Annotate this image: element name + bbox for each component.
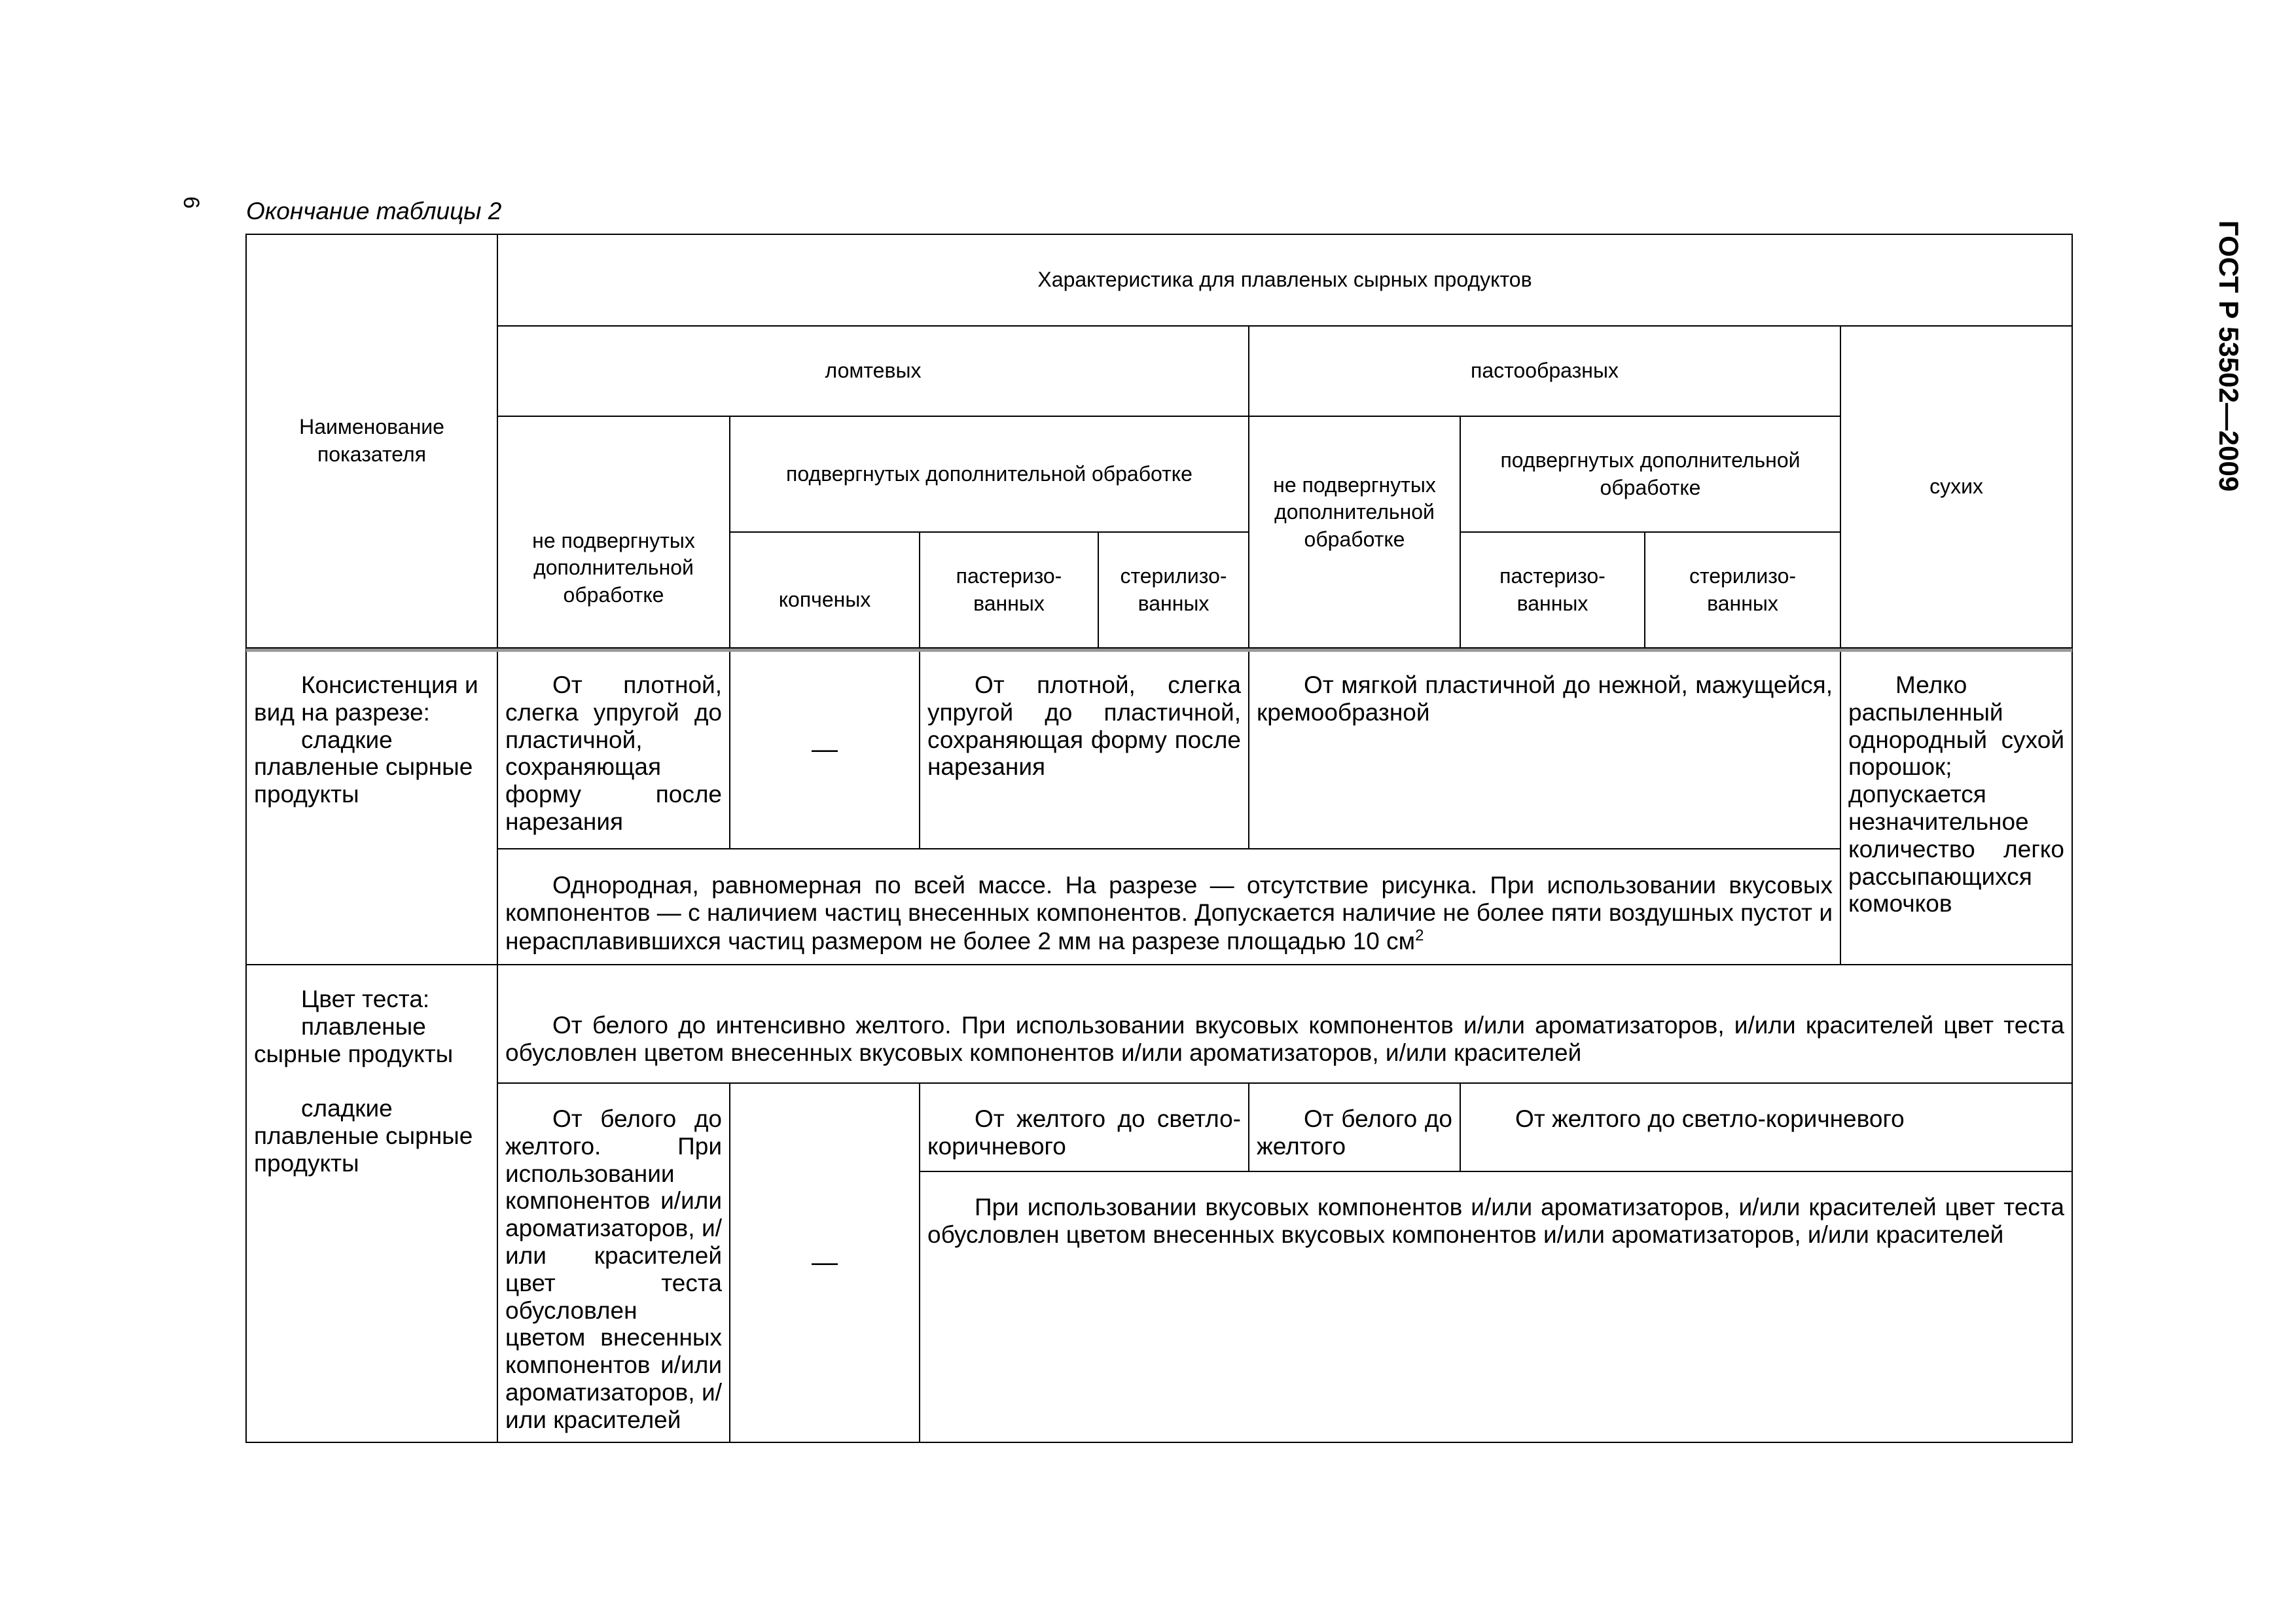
color-pasto-rest: От желтого до светло-коричневого bbox=[1515, 1105, 1905, 1132]
consistency-common: Однородная, равномерная по всей массе. На разрезе — отсутствие рисунка. При использовании вкусовых компонентов — с наличием частиц внесенных компонентов. Допускается наличие не более пяти воздушных пустот и нерасплавившихся частиц размером не более 2 мм на разрезе площадью 10 $см^2$ bbox=[505, 872, 1833, 954]
header-sterilized-2: стерилизо-ванных bbox=[1689, 563, 1797, 615]
header-lomtevykh: ломтевых bbox=[825, 359, 922, 383]
consistency-lom-not-processed: От плотной, слегка упругой до пластичной, сохраняющая форму после нарезания bbox=[505, 671, 722, 835]
color-lom-smoked: — bbox=[812, 1248, 838, 1277]
table-caption: Окончание таблицы 2 bbox=[246, 198, 502, 224]
header-pasto-not-processed: не подвергнутых дополнительной обработке bbox=[1273, 473, 1436, 551]
header-sterilized: стерилизо-ванных bbox=[1120, 563, 1227, 615]
consistency-name: Консистенция и вид на разрезе: сладкие плавленые сырные продукты bbox=[254, 671, 478, 808]
document-code: ГОСТ Р 53502—2009 bbox=[2214, 220, 2244, 492]
consistency-sukhikh: Мелко распыленный однородный сухой порошок; допускается незначительное количество легко рассыпающихся комочков bbox=[1848, 671, 2064, 918]
consistency-lom-past-ster: От плотной, слегка упругой до пластичной, сохраняющая форму после нарезания bbox=[927, 671, 1241, 781]
header-lom-processed: подвергнутых дополнительной обработке bbox=[786, 461, 1193, 486]
header-lom-not-processed: не подвергнутых дополнительной обработке bbox=[532, 528, 695, 607]
color-lom-not-processed: От белого до желтого. При использовании компонентов и/или ароматизаторов, и/или красителей цвет теста обусловлен цветом внесенных компонентов и/или ароматизаторов, и/или красителей bbox=[505, 1105, 722, 1433]
color-pasto-not-processed: От белого до желтого bbox=[1257, 1105, 1452, 1160]
page-number: 6 bbox=[178, 196, 204, 209]
color-bottom: При использовании вкусовых компонентов и/или ароматизаторов, и/или красителей цвет теста обусловлен цветом внесенных вкусовых компонентов и/или ароматизаторов, и/или красителей bbox=[927, 1194, 2064, 1248]
color-lom-past-ster: От желтого до светло-коричневого bbox=[927, 1105, 1241, 1160]
color-general: От белого до интенсивно желтого. При использовании вкусовых компонентов и/или ароматизаторов, и/или красителей цвет теста обусловлен цветом внесенных вкусовых компонентов и/или ароматизаторов, и/или красителей bbox=[505, 1012, 2064, 1066]
color-name: Цвет теста: плавленые сырные продукты сладкие плавленые сырные продукты bbox=[254, 986, 473, 1177]
consistency-pasto-all: От мягкой пластичной до нежной, мажущейся, кремообразной bbox=[1257, 671, 1833, 726]
header-smoked: копченых bbox=[778, 587, 871, 611]
header-indicator-name: Наименование показателя bbox=[299, 415, 444, 466]
header-pasteurized: пастеризо-ванных bbox=[956, 563, 1062, 615]
header-pasto-processed: подвергнутых дополнительной обработке bbox=[1500, 448, 1801, 499]
header-sukhikh: сухих bbox=[1929, 474, 1983, 499]
consistency-lom-smoked: — bbox=[812, 734, 838, 764]
header-characteristic: Характеристика для плавленых сырных продуктов bbox=[1037, 268, 1532, 292]
header-pastoobraznykh: пастообразных bbox=[1471, 359, 1619, 383]
header-pasteurized-2: пастеризо-ванных bbox=[1499, 563, 1605, 615]
